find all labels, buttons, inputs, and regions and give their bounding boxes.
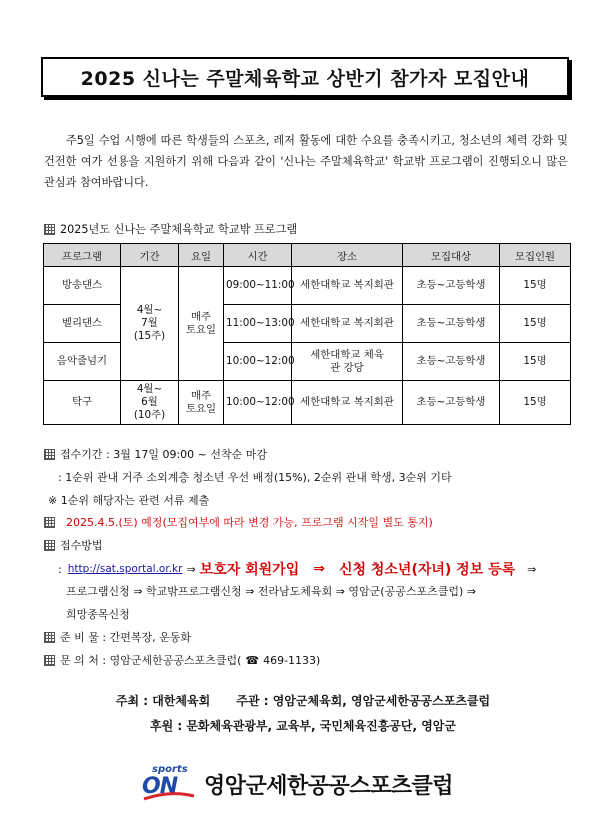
- target-cell: 초등~고등학생: [403, 381, 500, 425]
- place-cell: 세한대학교 복지회관: [292, 381, 403, 425]
- period-cell: 4월~ 6월 (10주): [121, 381, 179, 425]
- grid-bullet-icon: [44, 540, 55, 551]
- target-cell: 초등~고등학생: [403, 305, 500, 343]
- apply-method-line1: : http://sat.sportal.or.kr ⇒ 보호자 회원가입 ⇒ 신청 청소년(자녀) 정보 등록 ⇒: [58, 561, 537, 578]
- day-cell: 매주 토요일: [179, 267, 224, 381]
- apply-note: ※ 1순위 해당자는 관련 서류 제출: [48, 494, 210, 507]
- program-cell: 방송댄스: [44, 267, 121, 305]
- time-cell: 10:00~12:00: [224, 381, 292, 425]
- place-cell: 세한대학교 복지회관: [292, 267, 403, 305]
- intro-paragraph: 주5일 수업 시행에 따른 학생들의 스포츠, 레저 활동에 대한 수요를 충족시키고, 청소년의 체력 강화 및 건전한 여가 선용을 지원하기 위해 다음과 같이 '신나는 주말체육학교' 학교밖 프로그램이 진행되오니 많은 관심과 참여바랍니다.: [44, 134, 568, 189]
- grid-bullet-icon: [44, 517, 55, 528]
- sponsor-support-line: 후원 : 문화체육관광부, 교육부, 국민체육진흥공단, 영암군: [150, 719, 456, 733]
- program-section-label: 2025년도 신나는 주말체육학교 학교밖 프로그램: [60, 223, 298, 236]
- apply-priority: : 1순위 관내 거주 소외계층 청소년 우선 배정(15%), 2순위 관내 학생, 3순위 기타: [58, 471, 452, 484]
- count-cell: 15명: [500, 305, 571, 343]
- place-cell: 세한대학교 복지회관: [292, 305, 403, 343]
- place-cell: 세한대학교 체육관 강당: [292, 343, 403, 381]
- footer-org-name: 영암군세한공공스포츠클럽: [204, 773, 454, 799]
- col-header: 프로그램: [44, 244, 121, 267]
- program-section-heading: [44, 221, 297, 237]
- col-header: 모집인원: [500, 244, 571, 267]
- page-title: 2025 신나는 주말체육학교 상반기 참가자 모집안내: [41, 57, 569, 97]
- col-header: 모집대상: [403, 244, 500, 267]
- sports-on-logo-icon: sports ON: [140, 766, 198, 802]
- grid-bullet-icon: [44, 449, 55, 460]
- time-cell: 11:00~13:00: [224, 305, 292, 343]
- count-cell: 15명: [500, 343, 571, 381]
- col-header: 요일: [179, 244, 224, 267]
- col-header: 시간: [224, 244, 292, 267]
- sponsor-host-line: 주최 : 대한체육회 주관 : 영암군체육회, 영암군세한공공스포츠클럽: [115, 694, 491, 708]
- step-signup: 보호자 회원가입: [199, 562, 300, 578]
- prepare-items: 준 비 물 : 간편복장, 운동화: [44, 629, 191, 645]
- period-cell: 4월~ 7월 (15주): [121, 267, 179, 381]
- apply-method-line2: 프로그램신청 ⇒ 학교밖프로그램신청 ⇒ 전라남도체육회 ⇒ 영암군(공공스포츠클럽) ⇒: [66, 585, 476, 598]
- portal-link[interactable]: http://sat.sportal.or.kr: [67, 563, 183, 575]
- contact-info: 문 의 처 : 영암군세한공공스포츠클럽( ☎ 469-1133): [44, 652, 320, 668]
- col-header: 장소: [292, 244, 403, 267]
- program-cell: 음악줄넘기: [44, 343, 121, 381]
- count-cell: 15명: [500, 381, 571, 425]
- grid-bullet-icon: [44, 224, 55, 235]
- table-row: [44, 381, 571, 425]
- arrow-icon: ⇒: [527, 562, 537, 576]
- phone-icon: ☎: [245, 653, 260, 667]
- program-cell: 벨리댄스: [44, 305, 121, 343]
- target-cell: 초등~고등학생: [403, 343, 500, 381]
- step-register: 신청 청소년(자녀) 정보 등록: [338, 562, 516, 578]
- program-cell: 탁구: [44, 381, 121, 425]
- apply-schedule: 2025.4.5.(토) 예정(모집여부에 따라 변경 가능, 프로그램 시작일 별도 통지): [44, 514, 433, 530]
- apply-method-heading: 접수방법: [44, 537, 103, 553]
- col-header: 기간: [121, 244, 179, 267]
- grid-bullet-icon: [44, 655, 55, 666]
- time-cell: 09:00~11:00: [224, 267, 292, 305]
- table-header-row: [44, 244, 571, 267]
- count-cell: 15명: [500, 267, 571, 305]
- apply-period: 접수기간 : 3월 17일 09:00 ~ 선착순 마감: [44, 446, 267, 462]
- time-cell: 10:00~12:00: [224, 343, 292, 381]
- target-cell: 초등~고등학생: [403, 267, 500, 305]
- arrow-icon: ⇒: [186, 562, 196, 576]
- program-table: [43, 243, 571, 425]
- day-cell: 매주 토요일: [179, 381, 224, 425]
- table-row: [44, 267, 571, 305]
- arrow-icon: ⇒: [313, 561, 325, 577]
- grid-bullet-icon: [44, 632, 55, 643]
- apply-method-line3: 희망종목신청: [66, 608, 130, 621]
- footer-logo: [140, 766, 453, 802]
